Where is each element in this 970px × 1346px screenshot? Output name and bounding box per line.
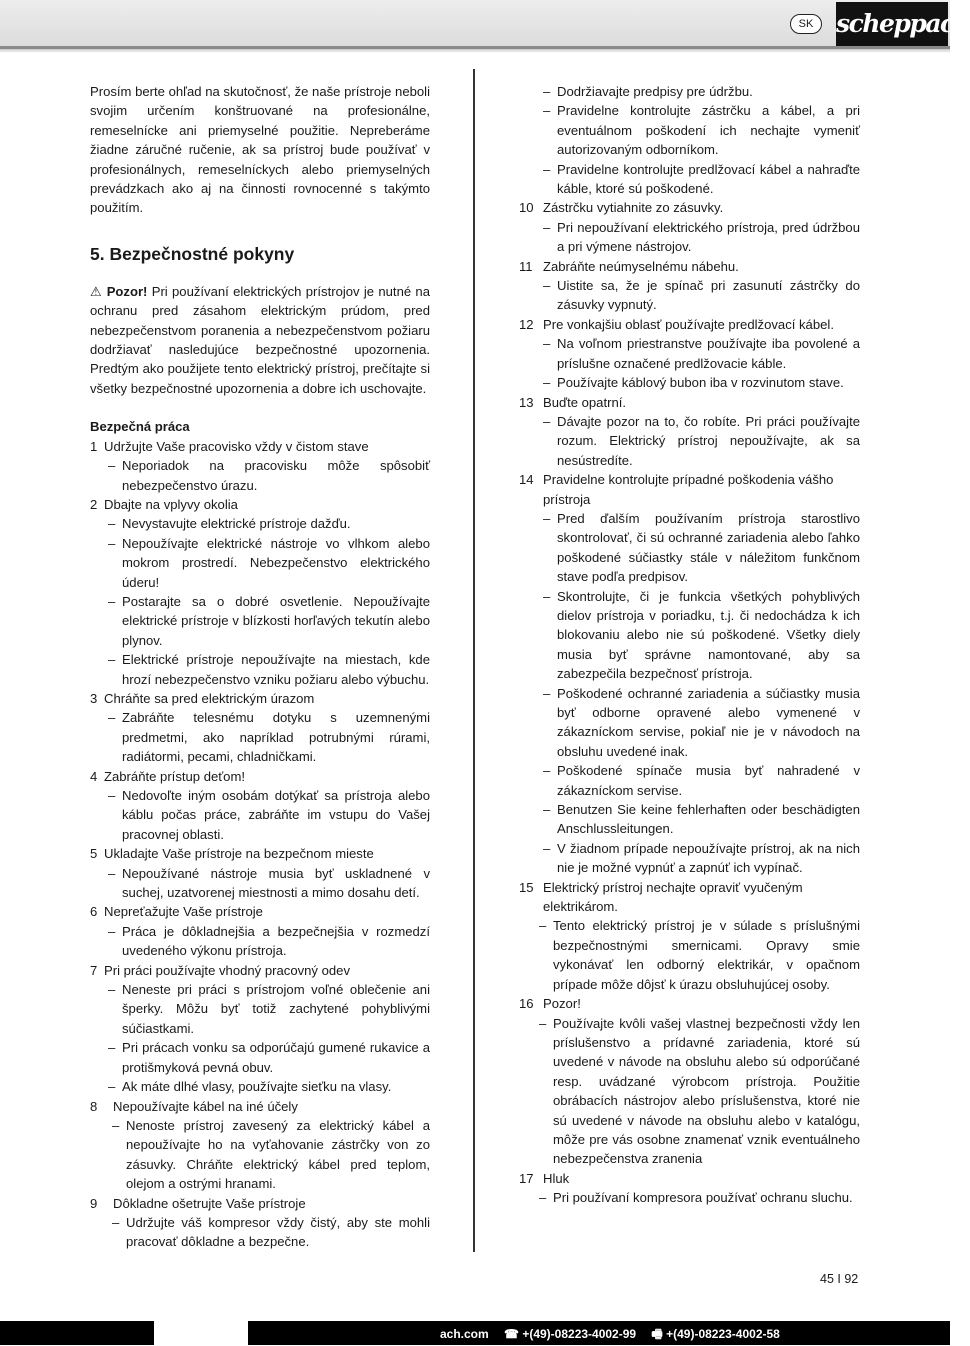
- dash-bullet: –: [108, 788, 116, 803]
- list-subitem: [90, 980, 430, 1038]
- list-subitem: [519, 334, 860, 373]
- right-lead-list: [519, 82, 860, 198]
- list-item: [90, 1097, 430, 1116]
- list-item: [519, 878, 860, 917]
- item-number: 8: [90, 1098, 98, 1114]
- dash-bullet: –: [108, 535, 116, 551]
- item-number: 7: [90, 962, 98, 978]
- item-text: Pri práci používajte vhodný pracovný odev: [104, 962, 351, 978]
- list-item: [519, 470, 860, 509]
- subitem-text: Zabráňte telesnému dotyku s uzemnenými predmetmi, ako napríklad potrubnými rúrami, radiátormi, pecami, chladničkami.: [122, 710, 430, 765]
- intro-paragraph: Prosím berte ohľad na skutočnosť, že naše prístroje neboli svojim určením konštruované na profesionálne, remeselnícke ani priemyselné použitie. Nepreberáme žiadne záručné ručenie, ak sa prístroj bude používať v profesionálnych, remeselníckych alebo priemyselných prevádzkach ako aj na činnosti rovnocenné s takýmto použitím.: [90, 84, 430, 216]
- subitem-text: Používajte káblový bubon iba v rozvinutom stave.: [557, 375, 844, 391]
- left-column: [90, 82, 430, 1252]
- footer-contact: [440, 1325, 780, 1346]
- list-subitem: [519, 684, 860, 762]
- list-subitem: [519, 373, 860, 392]
- list-subitem: [90, 864, 430, 903]
- list-subitem: [90, 1213, 430, 1252]
- subitem-text: Poškodené spínače musia byť nahradené v zákazníckom servise.: [557, 763, 860, 798]
- list-subitem: [519, 412, 860, 470]
- item-number: 4: [90, 768, 98, 784]
- brand-logo: scheppach: [836, 2, 948, 46]
- right-column: [519, 82, 860, 1208]
- dash-bullet: –: [543, 685, 551, 701]
- list-subitem: [90, 1116, 430, 1194]
- page-number: 45 I 92: [820, 1272, 859, 1286]
- item-number: 17: [519, 1170, 534, 1186]
- dash-bullet: –: [543, 588, 551, 604]
- list-subitem: [519, 1014, 860, 1169]
- subitem-text: Elektrické prístroje nepoužívajte na miestach, kde hrozí nebezpečenstvo vzniku požiaru alebo výbuchu.: [122, 652, 430, 687]
- list-subitem: [519, 160, 860, 199]
- item-text: Dbajte na vplyvy okolia: [104, 496, 238, 512]
- item-text: Zástrčku vytiahnite zo zásuvky.: [543, 200, 724, 216]
- dash-bullet: –: [539, 1015, 547, 1031]
- right-list: [519, 198, 860, 1207]
- list-item: [519, 1169, 860, 1188]
- list-subitem: [90, 650, 430, 689]
- dash-bullet: –: [543, 413, 551, 429]
- list-item: [90, 902, 430, 921]
- dash-bullet: –: [543, 84, 551, 99]
- dash-bullet: –: [112, 1117, 120, 1133]
- warning-text: Pri používaní elektrických prístrojov je nutné na ochranu pred zásahom elektrickým prúdom, pred nebezpečenstvom poranenia a nebezpečenstvom požiaru dodržiavať nasledujúce bezpečnostné upozornenia. Predtým ako použijete tento elektrický prístroj, prečítajte si všetky bezpečnostné upozornenia a dobre ich uschovajte.: [90, 283, 430, 396]
- list-subitem: [519, 276, 860, 315]
- subitem-text: V žiadnom prípade nepoužívajte prístroj, ak na nich nie je možné vypnúť a zapnúť ich vypínač.: [557, 840, 860, 876]
- subitem-text: Práca je dôkladnejšia a bezpečnejšia v rozmedzí uvedeného výkonu prístroja.: [122, 923, 430, 959]
- list-subitem: [519, 1188, 860, 1207]
- list-item: [90, 437, 430, 456]
- subitem-text: Nepoužívajte elektrické nástroje vo vlhkom alebo mokrom prostredí. Nebezpečenstvo elektrického úderu!: [122, 535, 430, 590]
- footer-website[interactable]: ach.com: [440, 1327, 489, 1341]
- dash-bullet: –: [108, 458, 116, 474]
- item-text: Pravidelne kontrolujte prípadné poškodenia vášho prístroja: [543, 472, 834, 507]
- footer-phone: +(49)-08223-4002-99: [522, 1327, 637, 1341]
- phone-icon: ☎: [504, 1327, 519, 1341]
- item-number: 2: [90, 496, 98, 512]
- item-text: Zabráňte prístup deťom!: [104, 768, 246, 784]
- subitem-text: Pri prácach vonku sa odporúčajú gumené rukavice a protišmyková pevná obuv.: [122, 1040, 430, 1075]
- subitem-text: Pravidelne kontrolujte zástrčku a kábel, a pri eventuálnom poškodení ich nechajte vymeniť autorizovaným odborníkom.: [557, 103, 860, 158]
- subitem-text: Nepoužívané nástroje musia byť uskladnené v suchej, uzatvorenej miestnosti a mimo dosahu detí.: [122, 865, 430, 901]
- list-subitem: [519, 218, 860, 257]
- fax-icon: 🖷: [651, 1327, 663, 1341]
- list-subitem: [519, 82, 860, 101]
- item-text: Nepreťažujte Vaše prístroje: [104, 904, 263, 920]
- subitem-text: Postarajte sa o dobré osvetlenie. Nepoužívajte elektrické prístroje v blízkosti horľavých tekutín alebo plynov.: [122, 593, 430, 648]
- list-item: [90, 689, 430, 708]
- subitem-text: Pri používaní kompresora používať ochranu sluchu.: [553, 1190, 853, 1206]
- item-text: Elektrický prístroj nechajte opraviť vyučeným elektrikárom.: [543, 879, 803, 915]
- warning-label: Pozor!: [106, 283, 148, 299]
- dash-bullet: –: [543, 510, 551, 526]
- item-number: 13: [519, 394, 534, 410]
- warning-paragraph: [90, 282, 430, 398]
- item-number: 11: [519, 258, 533, 274]
- subitem-text: Používajte kvôli vašej vlastnej bezpečnosti vždy len príslušenstvo a prídavné zariadenia, ktoré sú uvedené v návode na obsluhu alebo sú odporúčané resp. uvádzané výrobcom prístroja. Použitie obrábacích nástrojov alebo príslušenstva, ktoré nie sú uvedené v návode na obsluhu alebo v katalógu, môže pre vás osobne znamenať vznik eventuálneho nebezpečenstva zranenia: [553, 1015, 860, 1167]
- item-number: 10: [519, 200, 534, 216]
- item-text: Udržujte Vaše pracovisko vždy v čistom stave: [104, 438, 369, 454]
- dash-bullet: –: [108, 923, 116, 939]
- item-text: Dôkladne ošetrujte Vaše prístroje: [113, 1195, 306, 1211]
- subitem-text: Pravidelne kontrolujte predlžovací kábel a nahraďte káble, ktoré sú poškodené.: [557, 161, 860, 197]
- list-subitem: [90, 592, 430, 650]
- language-badge: SK: [790, 14, 822, 34]
- dash-bullet: –: [108, 1040, 116, 1056]
- item-text: Nepoužívajte kábel na iné účely: [113, 1098, 298, 1114]
- dash-bullet: –: [543, 161, 551, 177]
- list-subitem: [519, 800, 860, 839]
- list-subitem: [90, 514, 430, 533]
- list-item: [519, 315, 860, 334]
- item-text: Chráňte sa pred elektrickým úrazom: [104, 690, 315, 706]
- subitem-text: Skontrolujte, či je funkcia všetkých pohyblivých dielov prístroja v poriadku, t.j. či nedochádza k ich blokovaniu alebo nie sú poškodené. Všetky diely musia byť správne namontované, aby sa zabezpečila bezpečnosť prístroja.: [557, 588, 860, 682]
- subitem-text: Udržujte váš kompresor vždy čistý, aby ste mohli pracovať dôkladne a bezpečne.: [126, 1214, 430, 1250]
- dash-bullet: –: [108, 710, 116, 726]
- dash-bullet: –: [108, 593, 116, 609]
- dash-bullet: –: [543, 802, 551, 818]
- subitem-text: Dodržiavajte predpisy pre údržbu.: [557, 84, 753, 99]
- list-subitem: [90, 1038, 430, 1077]
- item-text: Buďte opatrní.: [543, 394, 627, 410]
- subitem-text: Ak máte dlhé vlasy, používajte sieťku na vlasy.: [122, 1079, 392, 1095]
- subitem-text: Pri nepoužívaní elektrického prístroja, pred údržbou a pri výmene nástrojov.: [557, 219, 860, 255]
- list-item: [519, 257, 860, 276]
- dash-bullet: –: [543, 103, 551, 119]
- item-number: 16: [519, 996, 534, 1012]
- list-subitem: [519, 587, 860, 684]
- subitem-text: Benutzen Sie keine fehlerhaften oder beschädigten Anschlussleitungen.: [557, 802, 860, 837]
- dash-bullet: –: [108, 652, 116, 668]
- list-item: [90, 1194, 430, 1213]
- dash-bullet: –: [543, 763, 551, 779]
- dash-bullet: –: [108, 865, 116, 881]
- list-subitem: [90, 922, 430, 961]
- item-text: Hluk: [543, 1170, 570, 1186]
- subitem-text: Tento elektrický prístroj je v súlade s príslušnými bezpečnostnými smernicami. Opravy smie vykonávať len odborný elektrikár, v opačnom prípade môže dôjsť k úrazu obsluhujúcej osoby.: [553, 918, 860, 992]
- dash-bullet: –: [543, 375, 551, 391]
- subitem-text: Neneste pri práci s prístrojom voľné oblečenie ani šperky. Môžu byť totiž zachytené pohyblivými súčiastkami.: [122, 982, 430, 1036]
- item-text: Zabráňte neúmyselnému nábehu.: [543, 258, 739, 274]
- list-item: [90, 495, 430, 514]
- subitem-text: Pred ďalším používaním prístroja starostlivo skontrolovať, či sú ochranné zariadenia alebo ľahko poškodené súčiastky stále v náležitom funkčnom stave podľa predpisov.: [557, 510, 860, 585]
- item-text: Ukladajte Vaše prístroje na bezpečnom mieste: [104, 846, 374, 862]
- subheading: Bezpečná práca: [90, 419, 190, 435]
- footer-gap: [154, 1321, 248, 1345]
- dash-bullet: –: [543, 219, 551, 235]
- subitem-text: Nenoste prístroj zavesený za elektrický kábel a nepoužívajte ho na vyťahovanie zástrčky von zo zásuvky. Chráňte elektrický kábel pred teplom, olejom a ostrými hranami.: [126, 1117, 430, 1192]
- subitem-text: Uistite sa, že je spínač pri zasunutí zástrčky do zásuvky vypnutý.: [557, 278, 860, 313]
- dash-bullet: –: [539, 918, 547, 934]
- subitem-text: Nevystavujte elektrické prístroje dažďu.: [122, 516, 351, 532]
- list-subitem: [519, 839, 860, 878]
- subitem-text: Poškodené ochranné zariadenia a súčiastky musia byť odborne opravené alebo vymenené v zákazníckom servise, pokiaľ nie je v návodoch na obsluhu uvedené inak.: [557, 685, 860, 759]
- item-number: 1: [90, 438, 98, 454]
- dash-bullet: –: [108, 516, 116, 532]
- subitem-text: Dávajte pozor na to, čo robíte. Pri práci používajte rozum. Elektrický prístroj nepoužívajte, ak sa nesústredíte.: [557, 413, 860, 468]
- list-subitem: [90, 786, 430, 844]
- dash-bullet: –: [108, 1079, 116, 1095]
- list-item: [90, 844, 430, 863]
- item-number: 3: [90, 690, 98, 706]
- dash-bullet: –: [543, 840, 551, 856]
- list-subitem: [519, 761, 860, 800]
- item-text: Pozor!: [543, 996, 581, 1012]
- item-number: 14: [519, 472, 534, 488]
- subitem-text: Na voľnom priestranstve používajte iba povolené a príslušne označené predlžovacie káble.: [557, 336, 860, 371]
- list-subitem: [90, 1077, 430, 1096]
- list-subitem: [90, 456, 430, 495]
- item-number: 9: [90, 1195, 98, 1211]
- dash-bullet: –: [112, 1214, 120, 1230]
- list-item: [519, 994, 860, 1013]
- item-number: 15: [519, 879, 534, 895]
- subitem-text: Nedovoľte iným osobám dotýkať sa prístroja alebo káblu počas práce, zabráňte im vstupu do Vašej pracovnej oblasti.: [122, 788, 430, 842]
- item-text: Pre vonkajšiu oblasť používajte predlžovací kábel.: [543, 316, 834, 332]
- dash-bullet: –: [108, 982, 116, 998]
- list-subitem: [519, 101, 860, 159]
- warning-icon: ⚠: [90, 283, 103, 299]
- list-item: [90, 767, 430, 786]
- list-item: [519, 198, 860, 217]
- subitem-text: Neporiadok na pracovisku môže spôsobiť nebezpečenstvo úrazu.: [122, 458, 430, 493]
- dash-bullet: –: [539, 1190, 547, 1206]
- section-heading: 5. Bezpečnostné pokyny: [90, 243, 295, 264]
- dash-bullet: –: [543, 336, 551, 352]
- list-subitem: [90, 708, 430, 766]
- item-number: 5: [90, 846, 98, 862]
- list-subitem: [519, 916, 860, 994]
- dash-bullet: –: [543, 278, 551, 294]
- list-subitem: [90, 534, 430, 592]
- list-subitem: [519, 509, 860, 587]
- left-list: [90, 437, 430, 1252]
- column-divider: [473, 69, 475, 1252]
- list-item: [519, 393, 860, 412]
- footer-fax: +(49)-08223-4002-58: [666, 1327, 780, 1341]
- header-shadow: [0, 49, 950, 53]
- item-number: 12: [519, 316, 534, 332]
- list-item: [90, 961, 430, 980]
- item-number: 6: [90, 904, 98, 920]
